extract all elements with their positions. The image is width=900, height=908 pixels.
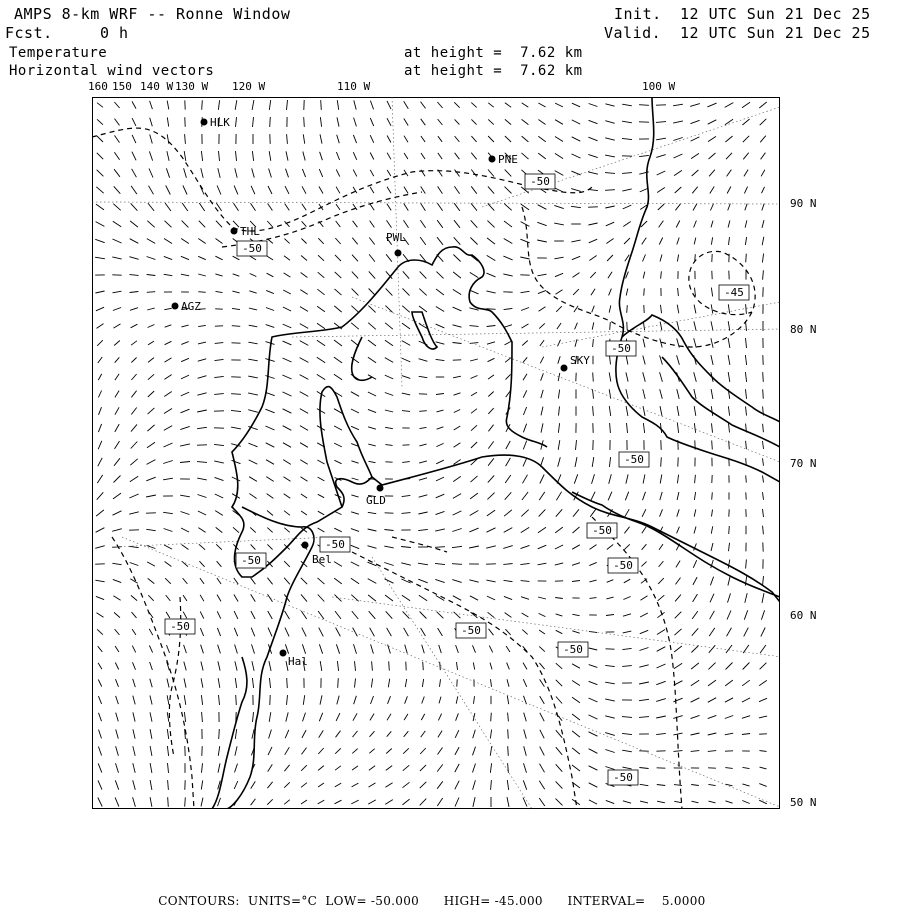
contour-label (237, 241, 267, 256)
svg-text:-50: -50 (592, 524, 612, 537)
valid-time: 12 UTC Sun 21 Dec 25 (680, 24, 871, 42)
wind-vector (389, 661, 390, 670)
lat-label: 80 N (790, 323, 817, 336)
wind-vector (435, 547, 445, 548)
svg-text:THL: THL (240, 225, 260, 238)
wind-vector (321, 100, 322, 110)
contour-label (719, 285, 749, 300)
svg-text:-45: -45 (724, 286, 744, 299)
wind-vector (419, 411, 427, 412)
contour-high: HIGH= -45.000 (444, 894, 543, 908)
wind-vector (508, 746, 509, 756)
wind-vector (763, 389, 764, 398)
contour-label (436, 187, 466, 202)
contour-low: LOW= -50.000 (325, 894, 419, 908)
wind-vector (627, 305, 628, 313)
wind-vector (440, 662, 441, 670)
valid-label: Valid. (604, 24, 661, 42)
wind-vector (236, 695, 237, 705)
lon-label: 140 W (140, 80, 173, 93)
svg-text:SKY: SKY (570, 354, 590, 367)
svg-text:-50: -50 (241, 554, 261, 567)
map-border (93, 98, 780, 809)
contour-units: UNITS=°C (248, 894, 317, 908)
contour-label (165, 619, 195, 634)
svg-text:-50: -50 (325, 538, 345, 551)
wind-vector (593, 373, 594, 382)
contour-label (456, 623, 486, 638)
wind-vector (338, 678, 339, 688)
wind-vector (605, 190, 615, 191)
lat-label: 60 N (790, 609, 817, 622)
contour-label (558, 642, 588, 657)
field-temperature-name: Temperature (9, 44, 107, 62)
svg-text:-50: -50 (563, 643, 583, 656)
wind-vector (712, 492, 713, 499)
contour-label (525, 174, 555, 189)
wind-vector (219, 729, 220, 739)
lon-label: 160 (88, 80, 108, 93)
wind-vector (168, 797, 169, 807)
forecast-label: Fcst. (5, 24, 53, 42)
svg-text:-50: -50 (611, 342, 631, 355)
wind-vector (287, 678, 288, 688)
svg-text:AGZ: AGZ (181, 300, 201, 313)
wind-vector (423, 662, 424, 670)
contour-legend (150, 880, 706, 908)
wind-vector (508, 729, 509, 738)
wind-vector (763, 372, 764, 382)
contour-label (608, 558, 638, 573)
lat-label: 70 N (790, 457, 817, 470)
wind-vector (185, 797, 186, 806)
field-wind-name: Horizontal wind vectors (9, 62, 214, 80)
forecast-value: 0 h (100, 24, 129, 42)
wind-vector (610, 322, 611, 330)
svg-text:Bel: Bel (312, 553, 332, 566)
field-temperature-height: at height = 7.62 km (404, 44, 583, 62)
svg-text:-50: -50 (461, 624, 481, 637)
svg-text:PWL: PWL (386, 231, 406, 244)
svg-text:-50: -50 (613, 559, 633, 572)
wind-vector (746, 254, 747, 263)
lon-label: 130 W (175, 80, 208, 93)
wind-vector (198, 292, 205, 293)
lon-label: 150 (112, 80, 132, 93)
map-panel (92, 97, 780, 809)
lat-label: 90 N (790, 197, 817, 210)
svg-text:-50: -50 (530, 175, 550, 188)
svg-text:-50: -50 (242, 242, 262, 255)
init-label: Init. (614, 5, 662, 23)
wind-vector (746, 475, 747, 482)
wind-vector (729, 441, 730, 450)
contour-label (606, 341, 636, 356)
contour-label (608, 770, 638, 785)
wind-vector (644, 288, 645, 295)
contour-interval: INTERVAL= 5.0000 (568, 894, 706, 908)
init-time: 12 UTC Sun 21 Dec 25 (680, 5, 871, 23)
contour-label (619, 452, 649, 467)
wind-vector (231, 394, 241, 395)
svg-text:Hal: Hal (288, 655, 308, 668)
lat-label: 50 N (790, 796, 817, 809)
svg-text:-50: -50 (624, 453, 644, 466)
contours-label: CONTOURS: (158, 894, 239, 908)
wind-vector (232, 326, 240, 327)
wind-vector (712, 441, 713, 450)
wind-vector (147, 292, 155, 293)
lon-label: 110 W (337, 80, 370, 93)
contour-label (320, 537, 350, 552)
wind-vector (491, 713, 492, 722)
wind-vector (452, 564, 462, 565)
contour-label (236, 553, 266, 568)
svg-text:PNE: PNE (498, 153, 518, 166)
contour-label (587, 523, 617, 538)
svg-text:-50: -50 (170, 620, 190, 633)
svg-text:-50: -50 (613, 771, 633, 784)
svg-text:HLK: HLK (210, 116, 230, 129)
lon-label: 100 W (642, 80, 675, 93)
wind-vector (661, 457, 662, 466)
map-title: AMPS 8-km WRF -- Ronne Window (14, 5, 290, 23)
wind-vector (639, 105, 649, 106)
wind-vector (270, 117, 271, 127)
wind-vector (304, 117, 305, 127)
wind-vector (729, 526, 730, 534)
wind-vector (202, 100, 203, 109)
svg-text:GLD: GLD (366, 494, 386, 507)
field-wind-height: at height = 7.62 km (404, 62, 583, 80)
lon-label: 120 W (232, 80, 265, 93)
